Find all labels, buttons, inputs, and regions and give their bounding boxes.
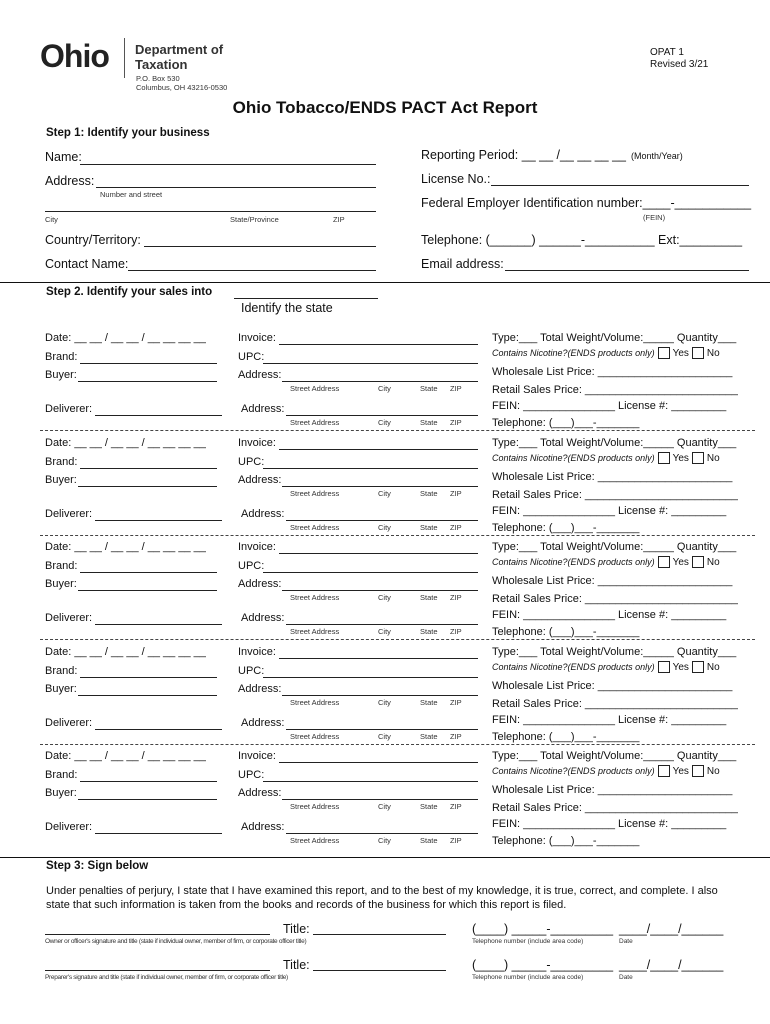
retail-price-field[interactable]: Retail Sales Price: _________________________ <box>492 593 738 605</box>
buyer-address-label: Address: <box>238 578 282 590</box>
zip-caption: ZIP <box>450 802 462 811</box>
no-label: No <box>706 348 720 359</box>
name-field[interactable] <box>80 164 376 165</box>
date-field[interactable]: Date: __ __ / __ __ / __ __ __ __ <box>45 541 206 553</box>
brand-label: Brand: <box>45 456 78 468</box>
deliverer-address-label: Address: <box>241 508 285 520</box>
yes-label: Yes <box>672 453 689 464</box>
deliverer-address-field[interactable] <box>286 833 478 834</box>
date-field[interactable]: Date: __ __ / __ __ / __ __ __ __ <box>45 437 206 449</box>
perjury-line1: Under penalties of perjury, I state that I have examined this report, and to the best of my knowledge, it is true, correct, and complete. I also <box>46 885 718 897</box>
nicotine-row <box>492 556 720 568</box>
buyer-address-label: Address: <box>238 474 282 486</box>
invoice-field[interactable] <box>279 553 478 554</box>
no-checkbox[interactable] <box>692 765 704 777</box>
street-address-caption: Street Address <box>290 802 340 811</box>
invoice-field[interactable] <box>279 762 478 763</box>
street-address-caption: Street Address <box>290 732 340 741</box>
wholesale-price-field[interactable]: Wholesale List Price: ______________________ <box>492 575 733 587</box>
yes-checkbox[interactable] <box>658 661 670 673</box>
brand-label: Brand: <box>45 769 78 781</box>
state-caption: State <box>420 523 438 532</box>
invoice-label: Invoice: <box>238 437 276 449</box>
buyer-address-field[interactable] <box>282 590 478 591</box>
wholesale-price-field[interactable]: Wholesale List Price: ______________________ <box>492 366 733 378</box>
step3-heading: Step 3: Sign below <box>46 860 149 872</box>
name-label: Name: <box>45 150 82 164</box>
buyer-address-field[interactable] <box>282 486 478 487</box>
city-state-zip-field[interactable] <box>45 211 376 212</box>
preparer-title-field[interactable] <box>313 970 446 971</box>
street-address-caption: Street Address <box>290 593 340 602</box>
step1-heading: Step 1: Identify your business <box>46 127 210 139</box>
city-caption: City <box>378 384 391 393</box>
state-field[interactable] <box>234 298 378 299</box>
logo-divider <box>124 38 125 78</box>
city-caption: City <box>378 593 391 602</box>
buyer-label: Buyer: <box>45 474 77 486</box>
telephone-field[interactable]: Telephone: (______) ______-__________ Ext:_________ <box>421 233 743 247</box>
nicotine-label: Contains Nicotine?(ENDS products only) <box>492 348 655 358</box>
fein-license-field[interactable]: FEIN: _______________ License #: _________ <box>492 818 727 830</box>
upc-field[interactable] <box>263 677 478 678</box>
street-address-caption: Street Address <box>290 384 340 393</box>
dept-line1: Department of <box>135 42 224 57</box>
date-field[interactable]: Date: __ __ / __ __ / __ __ __ __ <box>45 750 206 762</box>
date-field[interactable]: Date: __ __ / __ __ / __ __ __ __ <box>45 646 206 658</box>
step1-divider <box>0 282 770 283</box>
zip-caption: ZIP <box>450 523 462 532</box>
upc-field[interactable] <box>263 572 478 573</box>
fein-license-field[interactable]: FEIN: _______________ License #: _________ <box>492 400 727 412</box>
deliverer-field[interactable] <box>95 624 222 625</box>
zip-caption: ZIP <box>450 489 462 498</box>
address-field[interactable] <box>96 187 376 188</box>
city-caption: City <box>378 418 391 427</box>
email-field[interactable] <box>505 270 749 271</box>
month-year-label: (Month/Year) <box>631 151 683 161</box>
preparer-phone-caption: Telephone number (include area code) <box>472 974 584 981</box>
retail-price-field[interactable]: Retail Sales Price: _________________________ <box>492 802 738 814</box>
license-label: License No.: <box>421 172 491 186</box>
buyer-address-label: Address: <box>238 683 282 695</box>
owner-date-field[interactable]: ____/____/______ <box>619 922 724 936</box>
reporting-period[interactable]: Reporting Period: __ __ /__ __ __ __ <box>421 148 627 162</box>
country-label: Country/Territory: <box>45 233 141 247</box>
city-caption: City <box>378 698 391 707</box>
state-caption: State <box>420 418 438 427</box>
upc-label: UPC: <box>238 769 265 781</box>
revised-date: Revised 3/21 <box>650 59 709 70</box>
invoice-field[interactable] <box>279 449 478 450</box>
retail-price-field[interactable]: Retail Sales Price: _________________________ <box>492 384 738 396</box>
state-caption: State <box>420 698 438 707</box>
license-field[interactable] <box>491 185 749 186</box>
city-address: Columbus, OH 43216-0530 <box>136 83 228 92</box>
no-label: No <box>706 557 720 568</box>
nicotine-label: Contains Nicotine?(ENDS products only) <box>492 662 655 672</box>
yes-checkbox[interactable] <box>658 347 670 359</box>
street-address-caption: Street Address <box>290 489 340 498</box>
yes-checkbox[interactable] <box>658 765 670 777</box>
deliverer-field[interactable] <box>95 729 222 730</box>
email-label: Email address: <box>421 257 504 271</box>
retail-price-field[interactable]: Retail Sales Price: _________________________ <box>492 489 738 501</box>
type-weight-quantity-field[interactable]: Type:___ Total Weight/Volume:_____ Quantity___ <box>492 750 737 762</box>
fein-field[interactable]: Federal Employer Identification number:____-___________ <box>421 196 752 210</box>
wholesale-price-field[interactable]: Wholesale List Price: ______________________ <box>492 680 733 692</box>
deliverer-address-field[interactable] <box>286 624 478 625</box>
buyer-field[interactable] <box>78 590 217 591</box>
zip-label: ZIP <box>333 215 345 224</box>
entry-divider <box>40 430 755 431</box>
yes-checkbox[interactable] <box>658 452 670 464</box>
fein-license-field[interactable]: FEIN: _______________ License #: _________ <box>492 609 727 621</box>
city-caption: City <box>378 732 391 741</box>
step2-divider <box>0 857 770 858</box>
entry-divider <box>40 744 755 745</box>
form-id: OPAT 1 <box>650 47 684 58</box>
preparer-phone-field[interactable]: (____) _____-_________ <box>472 958 614 972</box>
ohio-logo: Ohio <box>40 38 109 74</box>
buyer-address-label: Address: <box>238 369 282 381</box>
type-weight-quantity-field[interactable]: Type:___ Total Weight/Volume:_____ Quantity___ <box>492 332 737 344</box>
nicotine-row <box>492 765 720 777</box>
brand-field[interactable] <box>80 468 217 469</box>
brand-field[interactable] <box>80 677 217 678</box>
zip-caption: ZIP <box>450 732 462 741</box>
no-checkbox[interactable] <box>692 347 704 359</box>
contact-label: Contact Name: <box>45 257 129 271</box>
no-checkbox[interactable] <box>692 661 704 673</box>
deliverer-label: Deliverer: <box>45 821 93 833</box>
no-checkbox[interactable] <box>692 556 704 568</box>
zip-caption: ZIP <box>450 593 462 602</box>
zip-caption: ZIP <box>450 384 462 393</box>
brand-label: Brand: <box>45 351 78 363</box>
zip-caption: ZIP <box>450 418 462 427</box>
deliverer-label: Deliverer: <box>45 612 93 624</box>
buyer-label: Buyer: <box>45 683 77 695</box>
fein-sub: (FEIN) <box>643 213 666 222</box>
buyer-field[interactable] <box>78 695 217 696</box>
city-caption: City <box>378 489 391 498</box>
telephone-field[interactable]: Telephone: (___)___-_______ <box>492 417 640 429</box>
buyer-address-field[interactable] <box>282 381 478 382</box>
brand-label: Brand: <box>45 560 78 572</box>
upc-label: UPC: <box>238 560 265 572</box>
deliverer-address-label: Address: <box>241 821 285 833</box>
po-box: P.O. Box 530 <box>136 74 180 83</box>
upc-label: UPC: <box>238 351 265 363</box>
no-label: No <box>706 662 720 673</box>
zip-caption: ZIP <box>450 698 462 707</box>
nicotine-label: Contains Nicotine?(ENDS products only) <box>492 557 655 567</box>
nicotine-label: Contains Nicotine?(ENDS products only) <box>492 453 655 463</box>
contact-field[interactable] <box>128 270 376 271</box>
state-caption: State <box>420 384 438 393</box>
city-caption: City <box>378 627 391 636</box>
number-street-label: Number and street <box>100 190 163 199</box>
page-title: Ohio Tobacco/ENDS PACT Act Report <box>232 98 538 117</box>
telephone-field[interactable]: Telephone: (___)___-_______ <box>492 626 640 638</box>
fein-license-field[interactable]: FEIN: _______________ License #: _________ <box>492 714 727 726</box>
perjury-line2: state that such information is taken from the books and records of the business for which this report is filed. <box>46 899 567 911</box>
invoice-label: Invoice: <box>238 541 276 553</box>
street-address-caption: Street Address <box>290 418 340 427</box>
preparer-title-label: Title: <box>283 958 310 972</box>
type-weight-quantity-field[interactable]: Type:___ Total Weight/Volume:_____ Quantity___ <box>492 646 737 658</box>
brand-field[interactable] <box>80 572 217 573</box>
telephone-field[interactable]: Telephone: (___)___-_______ <box>492 835 640 847</box>
no-label: No <box>706 453 720 464</box>
preparer-signature-caption: Preparer's signature and title (state if individual owner, member of firm, or corporate officer title) <box>45 974 288 981</box>
owner-phone-field[interactable]: (____) _____-_________ <box>472 922 614 936</box>
buyer-field[interactable] <box>78 486 217 487</box>
preparer-signature-field[interactable] <box>45 970 270 971</box>
state-caption: State <box>420 489 438 498</box>
owner-phone-caption: Telephone number (include area code) <box>472 938 584 945</box>
entry-divider <box>40 639 755 640</box>
country-field[interactable] <box>144 246 376 247</box>
preparer-date-caption: Date <box>619 974 633 981</box>
owner-title-label: Title: <box>283 922 310 936</box>
street-address-caption: Street Address <box>290 523 340 532</box>
city-caption: City <box>378 836 391 845</box>
deliverer-label: Deliverer: <box>45 403 93 415</box>
deliverer-label: Deliverer: <box>45 717 93 729</box>
preparer-date-field[interactable]: ____/____/______ <box>619 958 724 972</box>
state-caption: State <box>420 732 438 741</box>
invoice-field[interactable] <box>279 658 478 659</box>
deliverer-label: Deliverer: <box>45 508 93 520</box>
nicotine-label: Contains Nicotine?(ENDS products only) <box>492 766 655 776</box>
owner-date-caption: Date <box>619 938 633 945</box>
brand-field[interactable] <box>80 363 217 364</box>
nicotine-row <box>492 347 720 359</box>
yes-label: Yes <box>672 766 689 777</box>
buyer-label: Buyer: <box>45 578 77 590</box>
upc-field[interactable] <box>263 468 478 469</box>
deliverer-field[interactable] <box>95 415 222 416</box>
buyer-label: Buyer: <box>45 787 77 799</box>
step2-heading: Step 2. Identify your sales into <box>46 286 213 298</box>
upc-label: UPC: <box>238 456 265 468</box>
wholesale-price-field[interactable]: Wholesale List Price: ______________________ <box>492 471 733 483</box>
upc-field[interactable] <box>263 781 478 782</box>
wholesale-price-field[interactable]: Wholesale List Price: ______________________ <box>492 784 733 796</box>
date-field[interactable]: Date: __ __ / __ __ / __ __ __ __ <box>45 332 206 344</box>
invoice-label: Invoice: <box>238 332 276 344</box>
state-caption: State <box>420 802 438 811</box>
fein-license-field[interactable]: FEIN: _______________ License #: _________ <box>492 505 727 517</box>
state-province-label: State/Province <box>230 215 279 224</box>
city-caption: City <box>378 802 391 811</box>
no-label: No <box>706 766 720 777</box>
state-caption: State <box>420 836 438 845</box>
buyer-field[interactable] <box>78 381 217 382</box>
owner-title-field[interactable] <box>313 934 446 935</box>
entry-divider <box>40 535 755 536</box>
yes-label: Yes <box>672 557 689 568</box>
yes-label: Yes <box>672 348 689 359</box>
address-label: Address: <box>45 174 95 188</box>
brand-field[interactable] <box>80 781 217 782</box>
telephone-field[interactable]: Telephone: (___)___-_______ <box>492 522 640 534</box>
nicotine-row <box>492 452 720 464</box>
brand-label: Brand: <box>45 665 78 677</box>
buyer-address-field[interactable] <box>282 799 478 800</box>
deliverer-address-label: Address: <box>241 717 285 729</box>
invoice-field[interactable] <box>279 344 478 345</box>
owner-signature-caption: Owner or officer's signature and title (state if individual owner, member of firm, or corporate officer title) <box>45 938 307 945</box>
deliverer-address-field[interactable] <box>286 520 478 521</box>
street-address-caption: Street Address <box>290 698 340 707</box>
invoice-label: Invoice: <box>238 646 276 658</box>
buyer-field[interactable] <box>78 799 217 800</box>
zip-caption: ZIP <box>450 627 462 636</box>
no-checkbox[interactable] <box>692 452 704 464</box>
state-caption: State <box>420 593 438 602</box>
street-address-caption: Street Address <box>290 836 340 845</box>
yes-checkbox[interactable] <box>658 556 670 568</box>
retail-price-field[interactable]: Retail Sales Price: _________________________ <box>492 698 738 710</box>
buyer-address-field[interactable] <box>282 695 478 696</box>
upc-field[interactable] <box>263 363 478 364</box>
buyer-address-label: Address: <box>238 787 282 799</box>
upc-label: UPC: <box>238 665 265 677</box>
buyer-label: Buyer: <box>45 369 77 381</box>
city-label: City <box>45 215 58 224</box>
deliverer-address-label: Address: <box>241 403 285 415</box>
nicotine-row <box>492 661 720 673</box>
identify-state-label: Identify the state <box>241 301 333 315</box>
state-caption: State <box>420 627 438 636</box>
yes-label: Yes <box>672 662 689 673</box>
telephone-field[interactable]: Telephone: (___)___-_______ <box>492 731 640 743</box>
city-caption: City <box>378 523 391 532</box>
street-address-caption: Street Address <box>290 627 340 636</box>
zip-caption: ZIP <box>450 836 462 845</box>
deliverer-address-field[interactable] <box>286 729 478 730</box>
deliverer-field[interactable] <box>95 520 222 521</box>
invoice-label: Invoice: <box>238 750 276 762</box>
type-weight-quantity-field[interactable]: Type:___ Total Weight/Volume:_____ Quantity___ <box>492 437 737 449</box>
owner-signature-field[interactable] <box>45 934 270 935</box>
deliverer-address-field[interactable] <box>286 415 478 416</box>
dept-line2: Taxation <box>135 57 188 72</box>
deliverer-field[interactable] <box>95 833 222 834</box>
type-weight-quantity-field[interactable]: Type:___ Total Weight/Volume:_____ Quantity___ <box>492 541 737 553</box>
deliverer-address-label: Address: <box>241 612 285 624</box>
